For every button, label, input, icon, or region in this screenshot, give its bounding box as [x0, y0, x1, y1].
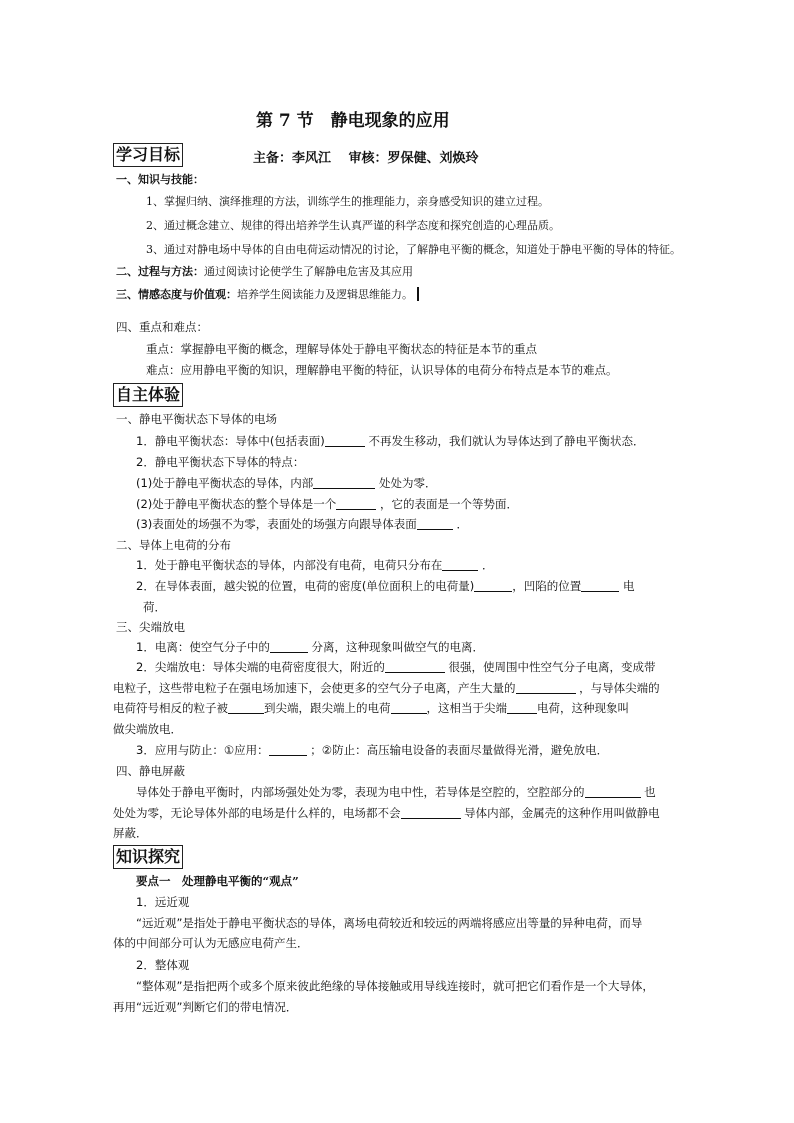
text: 分离，这种现象叫做空气的电离． [311, 640, 484, 654]
goals-heading-2-label: 二、过程与方法： [116, 265, 204, 278]
self-heading-1: 一、静电平衡状态下导体的电场 [116, 412, 277, 426]
self-line [136, 579, 634, 594]
text: 电 [622, 579, 635, 593]
text: (3)表面处的场强不为零，表面处的场强方向跟导体表面 [136, 517, 417, 531]
fill-blank[interactable] [391, 701, 427, 714]
key-point: 重点：掌握静电平衡的概念，理解导体处于静电平衡状态的特征是本节的重点 [146, 342, 537, 356]
section-box-knowledge-explore: 知识探究 [113, 845, 183, 869]
explore-text: 再用“远近观”判断它们的带电情况． [113, 1000, 298, 1014]
authors: 主备：李风江 审核：罗保健、刘焕玲 [253, 151, 479, 166]
goals-item-3: 3、通过对静电场中导体的自由电荷运动情况的讨论，了解静电平衡的概念，知道处于静电平衡的导体的特征。 [146, 243, 681, 256]
fill-blank[interactable] [442, 558, 478, 571]
self-heading-4: 四、静电屏蔽 [116, 764, 185, 778]
fill-blank[interactable] [269, 743, 307, 756]
text: 导体内部，金属壳的这种作用叫做静电 [464, 806, 660, 820]
text: ，这相当于尖端 [426, 701, 507, 715]
text: 导体处于静电平衡时，内部场强处处为零，表现为电中性，若导体是空腔的，空腔部分的 [136, 785, 585, 799]
self-heading-3: 三、尖端放电 [116, 620, 185, 634]
goals-heading-2-text: 通过阅读讨论使学生了解静电危害及其应用 [204, 265, 413, 278]
explore-text: “远近观”是指处于静电平衡状态的导体，离场电荷较近和较远的两端将感应出等量的异种电荷，而导 [136, 916, 643, 930]
text: 到尖端，跟尖端上的电荷 [264, 701, 391, 715]
goals-heading-2 [116, 264, 413, 279]
goals-item-2: 2、通过概念建立、规律的得出培养学生认真严谨的科学态度和探究创造的心理品质。 [146, 219, 560, 232]
goals-heading-3-label: 三、情感态度与价值观： [116, 288, 237, 301]
text: 处处为零． [378, 476, 437, 490]
fill-blank[interactable] [336, 497, 376, 510]
text: 电荷符号相反的粒子被 [113, 701, 228, 715]
fill-blank[interactable] [325, 434, 365, 447]
goals-heading-1: 一、知识与技能： [116, 173, 204, 186]
fill-blank[interactable] [313, 476, 375, 489]
page-title: 第 7 节 静电现象的应用 [256, 111, 450, 131]
fill-blank[interactable] [585, 785, 641, 798]
self-heading-2: 二、导体上电荷的分布 [116, 538, 231, 552]
self-line [113, 701, 629, 716]
text: 1．电离：使空气分子中的 [136, 640, 270, 654]
text: ；②防止：高压输电设备的表面尽量做得光滑，避免放电． [310, 743, 609, 757]
fill-blank[interactable] [581, 579, 619, 592]
self-line: 2．静电平衡状态下导体的特点： [136, 455, 305, 469]
self-line [136, 558, 493, 573]
section-box-self-experience: 自主体验 [113, 383, 183, 407]
text: 1．静电平衡状态：导体中(包括表面) [136, 434, 325, 448]
self-line [136, 785, 656, 800]
text: 3．应用与防止：①应用： [136, 743, 269, 757]
fill-blank[interactable] [270, 640, 308, 653]
text: 电荷，这种现象叫 [537, 701, 629, 715]
self-line [136, 517, 468, 532]
text: 2．在导体表面，越尖锐的位置，电荷的密度(单位面积上的电荷量) [136, 579, 475, 593]
text: (2)处于静电平衡状态的整个导体是一个 [136, 497, 337, 511]
text: 电粒子，这些带电粒子在强电场加速下，会使更多的空气分子电离，产生大量的 [113, 681, 516, 695]
explore-text: 体的中间部分可认为无感应电荷产生． [113, 936, 309, 950]
difficult-point: 难点：应用静电平衡的知识，理解静电平衡的特征，认识导体的电荷分布特点是本节的难点。 [146, 363, 618, 377]
text: 很强，使周围中性空气分子电离，变成带 [448, 660, 656, 674]
self-line [136, 640, 484, 655]
text: 1．处于静电平衡状态的导体，内部没有电荷，电荷只分布在 [136, 558, 443, 572]
goals-heading-4: 四、重点和难点： [116, 320, 208, 334]
self-line: 做尖端放电． [113, 722, 182, 736]
text: 2．尖端放电：导体尖端的电荷密度很大，附近的 [136, 660, 385, 674]
section-box-learning-goals: 学习目标 [113, 143, 183, 167]
self-line [113, 681, 660, 696]
goals-item-1: 1、掌握归纳、演绎推理的方法，训练学生的推理能力，亲身感受知识的建立过程。 [146, 195, 549, 208]
self-line [113, 806, 660, 821]
self-line [136, 660, 655, 675]
text: ，凹陷的位置 [512, 579, 582, 593]
text: ． [481, 558, 494, 572]
fill-blank[interactable] [474, 579, 512, 592]
explore-item-1: 1．远近观 [136, 895, 190, 909]
explore-item-2: 2．整体观 [136, 958, 190, 972]
fill-blank[interactable] [401, 806, 461, 819]
fill-blank[interactable] [385, 660, 445, 673]
goals-heading-3-text: 培养学生阅读能力及逻辑思维能力。 [237, 288, 413, 301]
text: ，它的表面是一个等势面． [379, 497, 518, 511]
text: 也 [644, 785, 656, 799]
text-cursor [417, 287, 419, 301]
goals-heading-3 [116, 287, 419, 302]
self-line: 荷． [143, 600, 166, 614]
explore-text: “整体观”是指把两个或多个原来彼此绝缘的导体接触或用导线连接时，就可把它们看作是一个大导体， [136, 979, 654, 993]
self-line [136, 743, 608, 758]
explore-point-1: 要点一 处理静电平衡的“观点” [136, 874, 299, 888]
text: ． [456, 517, 468, 531]
fill-blank[interactable] [507, 701, 537, 714]
text: 不再发生移动，我们就认为导体达到了静电平衡状态． [368, 434, 645, 448]
fill-blank[interactable] [516, 681, 576, 694]
text: (1)处于静电平衡状态的导体，内部 [136, 476, 314, 490]
fill-blank[interactable] [417, 517, 453, 530]
self-line: 屏蔽． [113, 826, 148, 840]
self-line [136, 497, 518, 512]
self-line [136, 434, 644, 449]
text: ，与导体尖端的 [579, 681, 660, 695]
text: 处处为零，无论导体外部的电场是什么样的，电场都不会 [113, 806, 401, 820]
fill-blank[interactable] [228, 701, 264, 714]
self-line [136, 476, 436, 491]
